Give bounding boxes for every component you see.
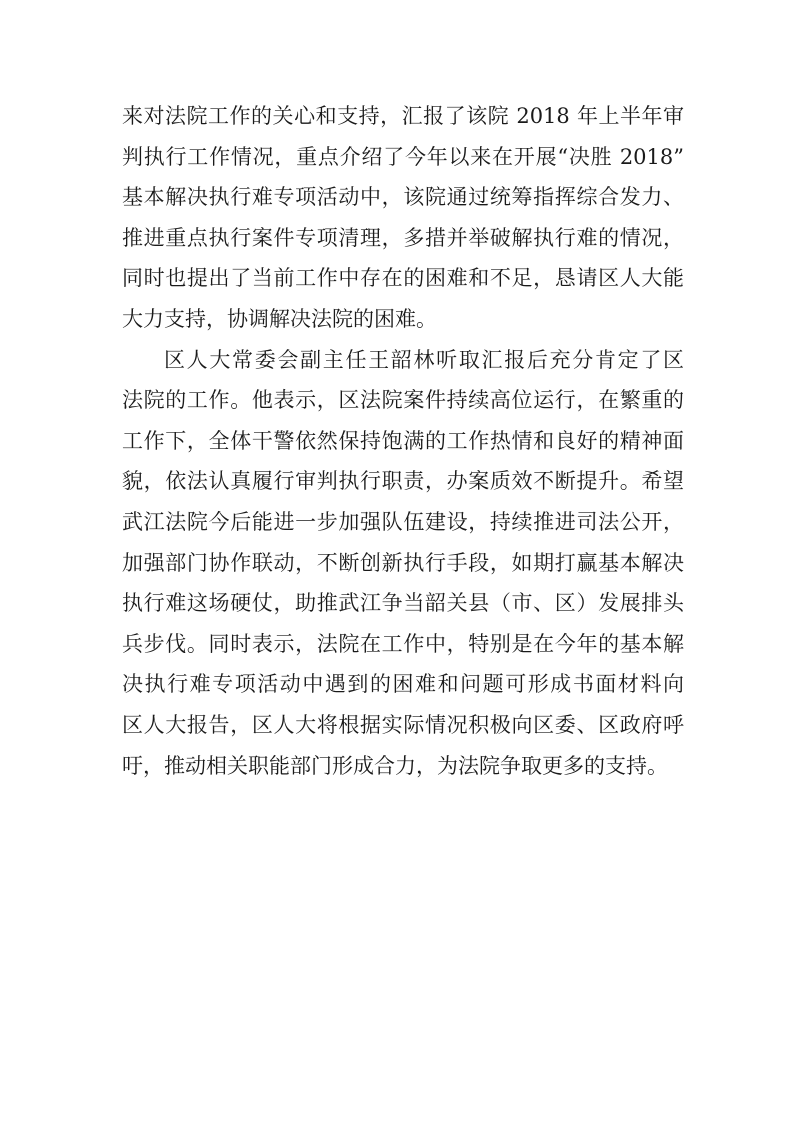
text-line: 来对法院工作的关心和支持，汇报了该院 2018 年上半年审 <box>122 104 684 128</box>
text-line: 法院的工作。他表示，区法院案件持续高位运行，在繁重的 <box>122 388 684 413</box>
paragraph-1 <box>122 96 684 340</box>
text-line: 执行难这场硬仗，助推武江争当韶关县（市、区）发展排头 <box>122 591 684 616</box>
text-line: 基本解决执行难专项活动中，该院通过统筹指挥综合发力、 <box>122 185 684 210</box>
text-line: 区人大报告，区人大将根据实际情况积极向区委、区政府呼 <box>122 712 684 737</box>
text-line: 推进重点执行案件专项清理，多措并举破解执行难的情况， <box>122 225 684 250</box>
text-line: 吁，推动相关职能部门形成合力，为法院争取更多的支持。 <box>122 753 668 778</box>
text-line: 区人大常委会副主任王韶林听取汇报后充分肯定了区 <box>164 347 684 372</box>
text-line: 同时也提出了当前工作中存在的困难和不足，恳请区人大能 <box>122 266 684 291</box>
text-line: 大力支持，协调解决法院的困难。 <box>122 306 437 331</box>
text-line: 决执行难专项活动中遇到的困难和问题可形成书面材料向 <box>122 672 684 697</box>
body-text <box>122 96 684 786</box>
text-line: 判执行工作情况，重点介绍了今年以来在开展“决胜 2018” <box>122 144 684 169</box>
paragraph-2 <box>122 340 684 787</box>
text-line: 兵步伐。同时表示，法院在工作中，特别是在今年的基本解 <box>122 631 684 656</box>
text-line: 加强部门协作联动，不断创新执行手段，如期打赢基本解决 <box>122 550 684 575</box>
text-line: 工作下，全体干警依然保持饱满的工作热情和良好的精神面 <box>122 428 684 453</box>
text-line: 貌，依法认真履行审判执行职责，办案质效不断提升。希望 <box>122 469 684 494</box>
text-line: 武江法院今后能进一步加强队伍建设，持续推进司法公开， <box>122 509 684 534</box>
